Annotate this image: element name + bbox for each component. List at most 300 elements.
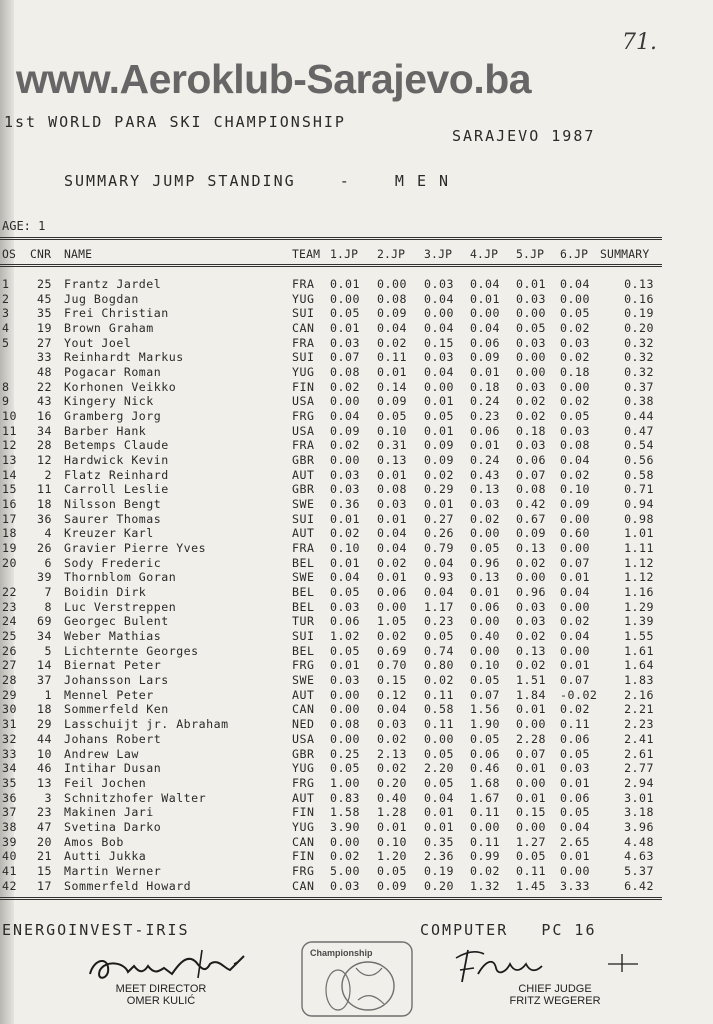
cell-jump-5: 0.03 <box>516 291 546 306</box>
cell-competitor-number: 44 <box>37 731 52 746</box>
cell-jump-4: 1.68 <box>470 775 500 790</box>
cell-jump-3: 0.01 <box>424 423 454 438</box>
cell-position: 18 <box>2 526 17 541</box>
cell-jump-5: 0.03 <box>516 614 546 629</box>
cell-jump-2: 0.04 <box>377 526 407 541</box>
cell-name: Amos Bob <box>64 834 124 849</box>
cell-jump-5: 0.15 <box>516 805 546 820</box>
table-row <box>0 497 670 512</box>
cell-name: Reinhardt Markus <box>64 350 184 365</box>
cell-jump-2: 1.28 <box>377 805 407 820</box>
cell-jump-4: 0.01 <box>470 438 500 453</box>
cell-jump-5: 0.02 <box>516 409 546 424</box>
cell-position: 24 <box>2 614 17 629</box>
cell-name: Kreuzer Karl <box>64 526 154 541</box>
cell-summary: 3.01 <box>624 790 654 805</box>
cell-jump-1: 0.09 <box>330 423 360 438</box>
cell-jump-4: 0.23 <box>470 409 500 424</box>
page-label: AGE: 1 <box>2 219 46 233</box>
cell-jump-5: 1.27 <box>516 834 546 849</box>
cell-name: Hardwick Kevin <box>64 453 169 468</box>
cell-summary: 0.32 <box>624 365 654 380</box>
table-row <box>0 468 670 483</box>
cell-jump-3: 0.09 <box>424 438 454 453</box>
cell-name: Jug Bogdan <box>64 291 139 306</box>
cell-jump-3: 0.05 <box>424 409 454 424</box>
cell-name: Johansson Lars <box>64 673 169 688</box>
cell-jump-4: 0.46 <box>470 761 500 776</box>
col-name: NAME <box>64 247 93 261</box>
cell-team: FRA <box>292 438 315 453</box>
cell-jump-6: 0.08 <box>560 438 590 453</box>
cell-summary: 0.94 <box>624 497 654 512</box>
cell-jump-5: 0.13 <box>516 541 546 556</box>
cell-summary: 3.18 <box>624 805 654 820</box>
cell-jump-3: 0.01 <box>424 394 454 409</box>
cell-team: YUG <box>292 761 315 776</box>
cell-jump-4: 0.40 <box>470 629 500 644</box>
cell-jump-4: 0.99 <box>470 849 500 864</box>
cell-jump-5: 0.06 <box>516 453 546 468</box>
cell-jump-4: 0.00 <box>470 614 500 629</box>
table-row <box>0 556 670 571</box>
cell-jump-5: 0.01 <box>516 790 546 805</box>
cell-jump-1: 0.03 <box>330 878 360 893</box>
cell-summary: 4.63 <box>624 849 654 864</box>
cell-jump-5: 0.01 <box>516 277 546 291</box>
table-row <box>0 629 670 644</box>
cell-jump-2: 0.02 <box>377 335 407 350</box>
cell-position: 13 <box>2 453 17 468</box>
cell-jump-5: 2.28 <box>516 731 546 746</box>
cell-jump-1: 0.01 <box>330 511 360 526</box>
cell-name: Nilsson Bengt <box>64 497 162 512</box>
table-row <box>0 336 670 351</box>
cell-jump-5: 0.01 <box>516 761 546 776</box>
cell-jump-5: 0.02 <box>516 555 546 570</box>
cell-name: Andrew Law <box>64 746 139 761</box>
cell-position: 34 <box>2 761 17 776</box>
cell-jump-3: 0.05 <box>424 775 454 790</box>
cell-jump-1: 0.02 <box>330 526 360 541</box>
cell-jump-4: 0.07 <box>470 687 500 702</box>
cell-summary: 5.37 <box>624 863 654 878</box>
cell-name: Boidin Dirk <box>64 585 147 600</box>
cell-jump-4: 0.01 <box>470 585 500 600</box>
cell-position: 22 <box>2 585 17 600</box>
cell-summary: 0.32 <box>624 335 654 350</box>
table-row <box>0 409 670 424</box>
table-row <box>0 277 670 292</box>
cell-position: 15 <box>2 482 17 497</box>
cell-jump-1: 1.02 <box>330 629 360 644</box>
cell-jump-6: 0.01 <box>560 775 590 790</box>
cell-jump-6: 0.01 <box>560 658 590 673</box>
meet-director-title: MEET DIRECTOR <box>115 983 207 995</box>
cell-jump-5: 0.42 <box>516 497 546 512</box>
cell-summary: 1.64 <box>624 658 654 673</box>
cell-jump-4: 1.90 <box>470 717 500 732</box>
cell-jump-2: 0.14 <box>377 379 407 394</box>
cell-team: YUG <box>292 291 315 306</box>
cell-summary: 1.55 <box>624 629 654 644</box>
table-row <box>0 673 670 688</box>
cell-jump-2: 0.31 <box>377 438 407 453</box>
cell-jump-6: 0.00 <box>560 379 590 394</box>
cell-team: AUT <box>292 467 315 482</box>
cell-jump-3: 0.20 <box>424 878 454 893</box>
cell-summary: 1.61 <box>624 643 654 658</box>
cell-competitor-number: 10 <box>37 746 52 761</box>
cell-team: AUT <box>292 687 315 702</box>
cell-jump-5: 0.00 <box>516 819 546 834</box>
cell-team: FIN <box>292 379 315 394</box>
cell-jump-4: 0.09 <box>470 350 500 365</box>
cell-position: 4 <box>2 321 10 336</box>
cell-position: 30 <box>2 702 17 717</box>
cell-jump-1: 0.00 <box>330 394 360 409</box>
cell-jump-1: 0.03 <box>330 335 360 350</box>
cell-team: FRG <box>292 863 315 878</box>
cell-jump-6: 0.01 <box>560 570 590 585</box>
cell-jump-3: 0.02 <box>424 467 454 482</box>
footer-computer: COMPUTER PC 16 <box>420 921 597 939</box>
cell-jump-6: 0.09 <box>560 497 590 512</box>
stamp-text: Championship <box>310 948 373 958</box>
cell-competitor-number: 25 <box>37 277 52 291</box>
cell-jump-5: 0.00 <box>516 365 546 380</box>
cell-jump-3: 0.58 <box>424 702 454 717</box>
cell-position: 40 <box>2 849 17 864</box>
cell-position: 9 <box>2 394 10 409</box>
cell-jump-1: 0.00 <box>330 834 360 849</box>
cell-competitor-number: 16 <box>37 409 52 424</box>
cell-team: BEL <box>292 555 315 570</box>
cell-summary: 4.48 <box>624 834 654 849</box>
cell-jump-3: 0.29 <box>424 482 454 497</box>
cell-jump-3: 2.20 <box>424 761 454 776</box>
cell-jump-1: 1.00 <box>330 775 360 790</box>
cell-jump-6: 0.04 <box>560 629 590 644</box>
cell-jump-4: 0.18 <box>470 379 500 394</box>
cell-jump-6: 0.05 <box>560 746 590 761</box>
cell-competitor-number: 14 <box>37 658 52 673</box>
cell-summary: 0.54 <box>624 438 654 453</box>
cell-jump-6: 0.02 <box>560 394 590 409</box>
cell-competitor-number: 45 <box>37 291 52 306</box>
cell-competitor-number: 34 <box>37 629 52 644</box>
cell-position: 35 <box>2 775 17 790</box>
cell-jump-3: 0.05 <box>424 746 454 761</box>
cell-jump-3: 0.09 <box>424 453 454 468</box>
cell-jump-1: 0.03 <box>330 482 360 497</box>
cell-jump-5: 0.09 <box>516 526 546 541</box>
cell-jump-6: 0.11 <box>560 717 590 732</box>
cell-jump-6: 0.00 <box>560 511 590 526</box>
page-number: 71. <box>622 30 657 55</box>
cell-jump-6: 0.02 <box>560 614 590 629</box>
cell-jump-5: 0.07 <box>516 746 546 761</box>
cell-team: FIN <box>292 849 315 864</box>
cell-jump-4: 0.01 <box>470 365 500 380</box>
cell-competitor-number: 23 <box>37 805 52 820</box>
table-row <box>0 717 670 732</box>
table-row <box>0 512 670 527</box>
meet-director-signature <box>84 944 264 986</box>
cell-jump-4: 0.11 <box>470 805 500 820</box>
cell-name: Intihar Dusan <box>64 761 162 776</box>
cell-jump-2: 0.69 <box>377 643 407 658</box>
cell-jump-4: 0.06 <box>470 746 500 761</box>
cell-jump-4: 1.32 <box>470 878 500 893</box>
cell-competitor-number: 69 <box>37 614 52 629</box>
cell-jump-5: 0.07 <box>516 467 546 482</box>
cell-position: 29 <box>2 687 17 702</box>
table-row <box>0 438 670 453</box>
cell-jump-6: 2.65 <box>560 834 590 849</box>
cell-team: SUI <box>292 350 315 365</box>
cell-name: Mennel Peter <box>64 687 154 702</box>
cell-summary: 1.83 <box>624 673 654 688</box>
cell-team: SUI <box>292 306 315 321</box>
cell-jump-2: 0.09 <box>377 878 407 893</box>
cell-jump-2: 0.06 <box>377 585 407 600</box>
cell-jump-2: 0.01 <box>377 365 407 380</box>
cell-position: 26 <box>2 643 17 658</box>
cell-summary: 1.12 <box>624 570 654 585</box>
cell-jump-2: 0.03 <box>377 717 407 732</box>
cell-jump-6: 0.03 <box>560 761 590 776</box>
cell-team: BEL <box>292 643 315 658</box>
cell-competitor-number: 6 <box>44 555 52 570</box>
cell-jump-2: 0.09 <box>377 394 407 409</box>
cell-jump-3: 0.93 <box>424 570 454 585</box>
cell-jump-2: 0.00 <box>377 599 407 614</box>
col-jp3: 3.JP <box>424 247 453 261</box>
cell-jump-1: 0.10 <box>330 541 360 556</box>
cell-jump-1: 0.03 <box>330 599 360 614</box>
cell-jump-5: 0.00 <box>516 717 546 732</box>
cell-jump-2: 0.03 <box>377 497 407 512</box>
cell-name: Gramberg Jorg <box>64 409 162 424</box>
cell-jump-1: 0.02 <box>330 849 360 864</box>
cell-jump-6: 0.03 <box>560 423 590 438</box>
cell-position: 17 <box>2 511 17 526</box>
col-jp1: 1.JP <box>330 247 359 261</box>
cell-summary: 2.77 <box>624 761 654 776</box>
cell-jump-4: 0.00 <box>470 819 500 834</box>
cell-position: 20 <box>2 555 17 570</box>
cell-jump-3: 0.00 <box>424 379 454 394</box>
cell-position: 19 <box>2 541 17 556</box>
cell-position: 31 <box>2 717 17 732</box>
cell-position: 32 <box>2 731 17 746</box>
cell-team: FRA <box>292 277 315 291</box>
cell-jump-5: 0.02 <box>516 629 546 644</box>
cell-name: Weber Mathias <box>64 629 162 644</box>
cell-jump-1: 0.83 <box>330 790 360 805</box>
col-summary: SUMMARY <box>600 247 650 261</box>
cell-jump-6: 0.03 <box>560 335 590 350</box>
cell-name: Frantz Jardel <box>64 277 162 291</box>
cell-jump-2: 0.02 <box>377 555 407 570</box>
cell-jump-5: 1.51 <box>516 673 546 688</box>
cell-jump-5: 0.03 <box>516 379 546 394</box>
cell-jump-6: 0.05 <box>560 409 590 424</box>
cell-jump-5: 0.02 <box>516 394 546 409</box>
col-jp2: 2.JP <box>377 247 406 261</box>
table-row <box>0 702 670 717</box>
cell-jump-6: 0.02 <box>560 467 590 482</box>
table-row <box>0 805 670 820</box>
cell-jump-3: 0.15 <box>424 335 454 350</box>
table-row <box>0 350 670 365</box>
cell-jump-6: 0.18 <box>560 365 590 380</box>
cell-position: 23 <box>2 599 17 614</box>
table-row <box>0 306 670 321</box>
cell-jump-2: 0.12 <box>377 687 407 702</box>
cell-team: TUR <box>292 614 315 629</box>
cell-jump-3: 0.04 <box>424 365 454 380</box>
cell-jump-4: 0.02 <box>470 511 500 526</box>
results-title: SUMMARY JUMP STANDING - M E N <box>64 172 451 190</box>
cell-jump-1: 0.07 <box>330 350 360 365</box>
cell-jump-6: 0.04 <box>560 277 590 291</box>
cell-jump-3: 0.74 <box>424 643 454 658</box>
cell-jump-6: 0.07 <box>560 555 590 570</box>
cell-jump-1: 0.01 <box>330 555 360 570</box>
championship-location: SARAJEVO 1987 <box>452 127 596 145</box>
cell-jump-3: 0.04 <box>424 291 454 306</box>
cell-summary: 1.12 <box>624 555 654 570</box>
cell-competitor-number: 43 <box>37 394 52 409</box>
cell-competitor-number: 21 <box>37 849 52 864</box>
cell-name: Johans Robert <box>64 731 162 746</box>
meet-director-name: OMER KULIĆ <box>126 995 196 1007</box>
table-row <box>0 365 670 380</box>
cell-jump-3: 0.02 <box>424 673 454 688</box>
cell-position: 1 <box>2 277 10 291</box>
cell-jump-5: 1.84 <box>516 687 546 702</box>
cell-competitor-number: 15 <box>37 863 52 878</box>
cell-jump-2: 0.08 <box>377 291 407 306</box>
cell-jump-5: 0.00 <box>516 570 546 585</box>
cell-jump-6: 0.06 <box>560 790 590 805</box>
cell-jump-3: 0.00 <box>424 306 454 321</box>
cell-jump-1: 0.00 <box>330 453 360 468</box>
cell-position: 39 <box>2 834 17 849</box>
cell-team: AUT <box>292 790 315 805</box>
cell-jump-6: 0.04 <box>560 453 590 468</box>
cell-jump-4: 0.06 <box>470 423 500 438</box>
cell-team: GBR <box>292 482 315 497</box>
footer-company: ENERGOINVEST-IRIS <box>2 921 190 939</box>
cell-jump-2: 0.04 <box>377 541 407 556</box>
cell-name: Saurer Thomas <box>64 511 162 526</box>
cell-summary: 2.41 <box>624 731 654 746</box>
table-row <box>0 835 670 850</box>
cell-jump-6: 0.02 <box>560 321 590 336</box>
cell-name: Svetina Darko <box>64 819 162 834</box>
cell-jump-3: 0.19 <box>424 863 454 878</box>
cell-jump-6: 0.00 <box>560 643 590 658</box>
cell-position: 14 <box>2 467 17 482</box>
cell-jump-1: 0.01 <box>330 321 360 336</box>
cell-jump-2: 0.01 <box>377 570 407 585</box>
cell-jump-3: 0.11 <box>424 687 454 702</box>
cell-jump-3: 0.04 <box>424 555 454 570</box>
cell-team: FRG <box>292 775 315 790</box>
cell-jump-1: 0.00 <box>330 687 360 702</box>
cell-jump-4: 0.04 <box>470 277 500 291</box>
cell-team: FRA <box>292 335 315 350</box>
cell-position: 16 <box>2 497 17 512</box>
cell-name: Brown Graham <box>64 321 154 336</box>
cell-jump-3: 0.11 <box>424 717 454 732</box>
cell-summary: 0.37 <box>624 379 654 394</box>
cell-jump-4: 0.00 <box>470 306 500 321</box>
cell-jump-5: 0.03 <box>516 335 546 350</box>
cell-jump-2: 0.01 <box>377 819 407 834</box>
cell-jump-1: 0.00 <box>330 731 360 746</box>
cell-jump-3: 0.03 <box>424 350 454 365</box>
cell-jump-4: 0.04 <box>470 321 500 336</box>
cell-jump-6: -0.02 <box>560 687 598 702</box>
cell-jump-2: 0.01 <box>377 467 407 482</box>
chief-judge-signature <box>452 942 652 988</box>
cell-jump-1: 0.02 <box>330 438 360 453</box>
table-row <box>0 321 670 336</box>
cell-jump-3: 0.01 <box>424 805 454 820</box>
cell-jump-4: 0.05 <box>470 673 500 688</box>
cell-name: Luc Verstreppen <box>64 599 177 614</box>
cell-jump-1: 3.90 <box>330 819 360 834</box>
cell-competitor-number: 37 <box>37 673 52 688</box>
cell-jump-4: 0.02 <box>470 863 500 878</box>
cell-jump-4: 0.96 <box>470 555 500 570</box>
cell-jump-4: 0.24 <box>470 394 500 409</box>
cell-summary: 0.38 <box>624 394 654 409</box>
table-row <box>0 614 670 629</box>
cell-competitor-number: 20 <box>37 834 52 849</box>
cell-jump-2: 0.02 <box>377 629 407 644</box>
cell-summary: 0.56 <box>624 453 654 468</box>
cell-team: USA <box>292 731 315 746</box>
cell-team: YUG <box>292 819 315 834</box>
cell-team: FIN <box>292 805 315 820</box>
cell-jump-6: 0.02 <box>560 702 590 717</box>
cell-competitor-number: 34 <box>37 423 52 438</box>
cell-team: SUI <box>292 511 315 526</box>
cell-jump-6: 0.07 <box>560 673 590 688</box>
cell-summary: 1.16 <box>624 585 654 600</box>
cell-team: BEL <box>292 599 315 614</box>
cell-summary: 0.32 <box>624 350 654 365</box>
cell-jump-3: 0.26 <box>424 526 454 541</box>
cell-competitor-number: 12 <box>37 453 52 468</box>
header-rule-top <box>0 237 662 240</box>
cell-jump-5: 0.08 <box>516 482 546 497</box>
table-row <box>0 864 670 879</box>
table-row <box>0 747 670 762</box>
table-row <box>0 394 670 409</box>
cell-jump-2: 0.11 <box>377 350 407 365</box>
cell-jump-1: 0.36 <box>330 497 360 512</box>
cell-name: Betemps Claude <box>64 438 169 453</box>
cell-jump-1: 0.05 <box>330 585 360 600</box>
cell-team: CAN <box>292 834 315 849</box>
cell-jump-1: 0.03 <box>330 467 360 482</box>
